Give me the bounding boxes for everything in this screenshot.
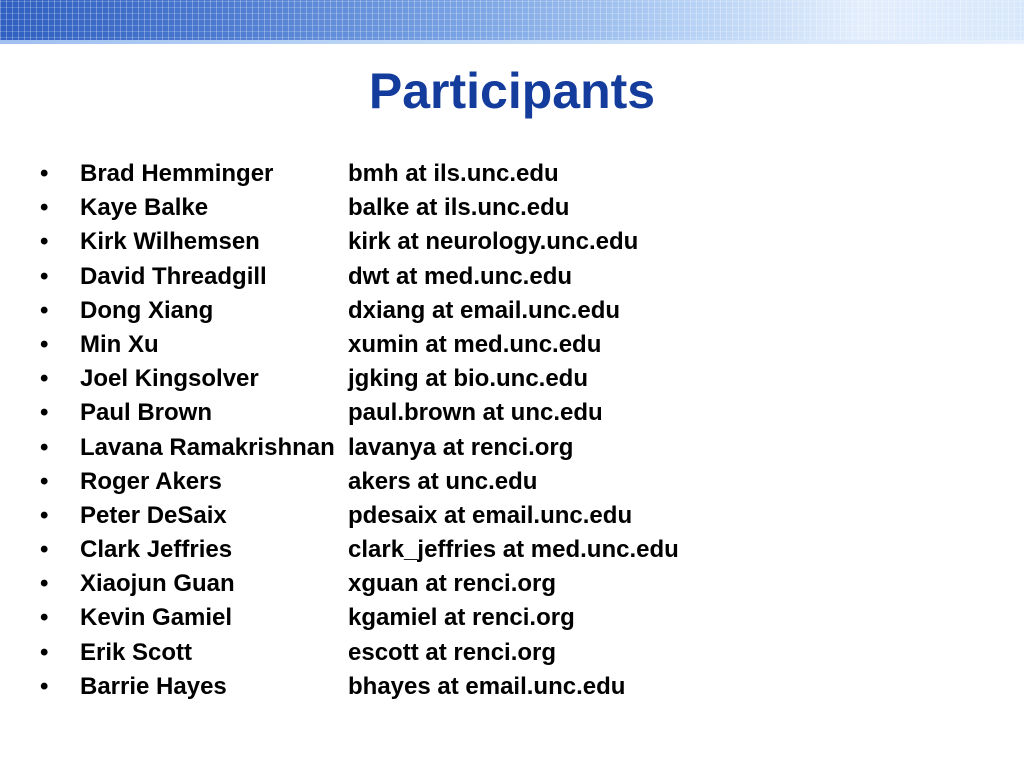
participant-row <box>40 499 800 533</box>
bullet-icon: • <box>40 228 49 256</box>
participant-row <box>40 260 800 294</box>
bullet-icon: • <box>40 501 49 529</box>
participant-email: jgking at bio.unc.edu <box>348 365 588 393</box>
participant-name: Paul Brown <box>80 399 213 427</box>
bullet-icon: • <box>40 604 49 632</box>
participant-email: bmh at ils.unc.edu <box>348 160 559 187</box>
participant-list <box>40 157 800 704</box>
participant-row <box>40 567 800 601</box>
participant-name: Dong Xiang <box>80 296 214 324</box>
participant-email: xguan at renci.org <box>348 570 557 598</box>
participant-name: Barrie Hayes <box>80 672 227 700</box>
bullet-icon: • <box>40 433 49 461</box>
participant-row <box>40 465 800 499</box>
participant-name: Lavana Ramakrishnan <box>80 433 335 461</box>
participant-email: escott at renci.org <box>348 638 557 666</box>
participant-name: Kaye Balke <box>80 194 209 222</box>
participant-email: xumin at med.unc.edu <box>348 330 602 358</box>
participant-email: paul.brown at unc.edu <box>348 399 603 427</box>
participant-row <box>40 328 800 362</box>
bullet-icon: • <box>40 330 49 358</box>
participant-row <box>40 601 800 635</box>
bullet-icon: • <box>40 467 49 495</box>
participant-name: Erik Scott <box>80 638 193 666</box>
participant-name: Joel Kingsolver <box>80 365 259 393</box>
participant-row <box>40 362 800 396</box>
participant-row <box>40 157 800 191</box>
participant-row <box>40 294 800 328</box>
participant-row <box>40 670 800 704</box>
participant-email: lavanya at renci.org <box>348 433 574 461</box>
participant-email: pdesaix at email.unc.edu <box>348 501 633 529</box>
bullet-icon: • <box>40 296 49 324</box>
bullet-icon: • <box>40 536 49 564</box>
participant-row <box>40 636 800 670</box>
bullet-icon: • <box>40 570 49 598</box>
participant-row <box>40 225 800 259</box>
bullet-icon: • <box>40 194 49 222</box>
participant-email: balke at ils.unc.edu <box>348 194 570 222</box>
participant-email: kirk at neurology.unc.edu <box>348 228 639 256</box>
bullet-icon: • <box>40 672 49 700</box>
participant-name: David Threadgill <box>80 262 267 290</box>
participant-name: Brad Hemminger <box>80 160 274 187</box>
participant-name: Peter DeSaix <box>80 501 227 529</box>
participant-email: bhayes at email.unc.edu <box>348 672 626 700</box>
participant-name: Clark Jeffries <box>80 536 233 564</box>
participant-row <box>40 191 800 225</box>
participant-row <box>40 431 800 465</box>
participant-name: Min Xu <box>80 330 159 358</box>
participant-name: Kevin Gamiel <box>80 604 233 632</box>
participant-name: Xiaojun Guan <box>80 570 235 598</box>
participant-email: clark_jeffries at med.unc.edu <box>348 536 679 564</box>
bullet-icon: • <box>40 638 49 666</box>
participant-row <box>40 396 800 430</box>
participant-name: Kirk Wilhemsen <box>80 228 260 256</box>
bullet-icon: • <box>40 365 49 393</box>
participant-email: kgamiel at renci.org <box>348 604 575 632</box>
participant-email: dxiang at email.unc.edu <box>348 296 621 324</box>
bullet-icon: • <box>40 399 49 427</box>
bullet-icon: • <box>40 262 49 290</box>
decorative-top-banner <box>0 0 1024 44</box>
bullet-icon: • <box>40 160 49 187</box>
slide-title: Participants <box>368 63 656 119</box>
participant-row <box>40 533 800 567</box>
participant-email: dwt at med.unc.edu <box>348 262 573 290</box>
participant-name: Roger Akers <box>80 467 222 495</box>
participant-email: akers at unc.edu <box>348 467 538 495</box>
